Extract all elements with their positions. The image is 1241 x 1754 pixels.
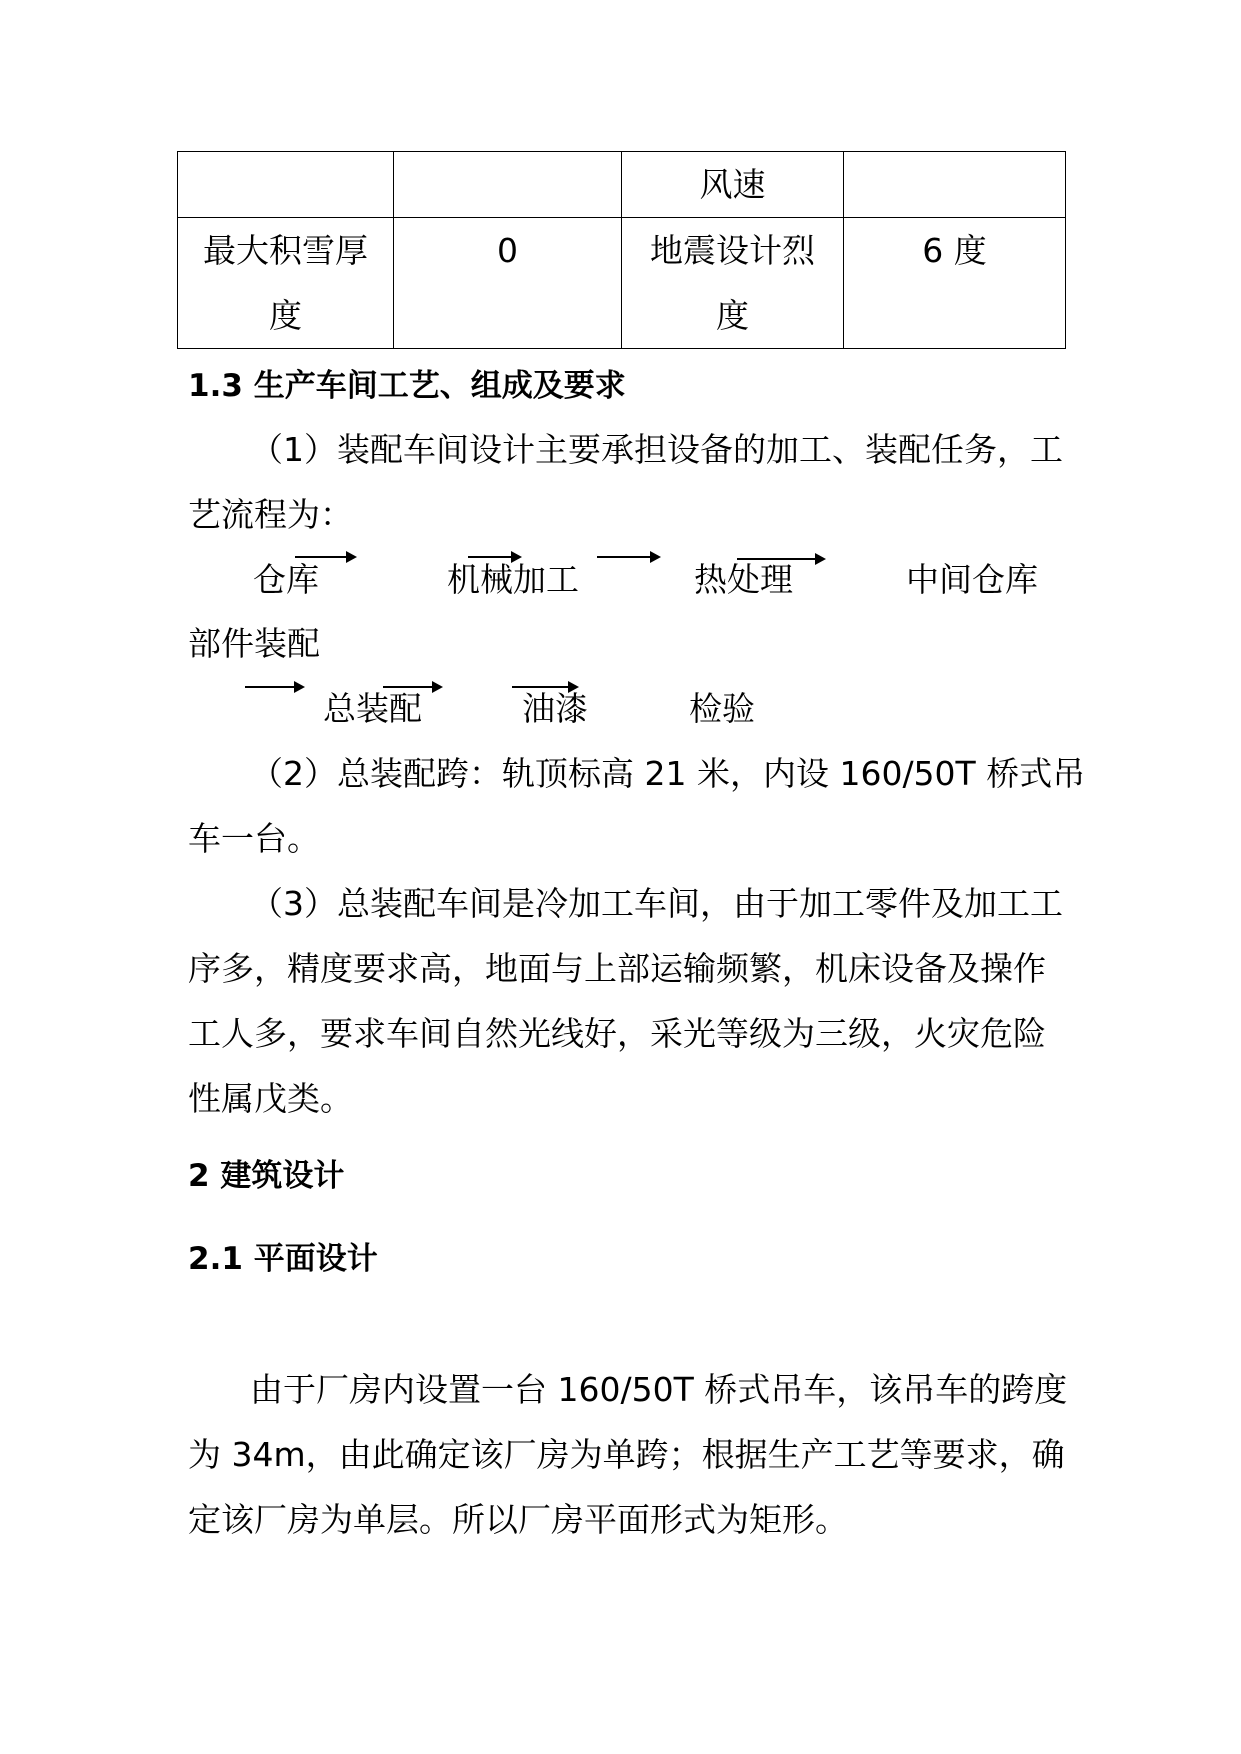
cell-text-line: 最大积雪厚 <box>203 231 368 270</box>
section-heading-1-3: 1.3 生产车间工艺、组成及要求 <box>188 368 626 404</box>
arrow-right-icon <box>383 686 441 688</box>
paragraph-line: 由于厂房内设置一台 160/50T 桥式吊车，该吊车的跨度 <box>250 1370 1068 1409</box>
table-cell <box>844 152 1066 218</box>
paragraph-line: 定该厂房为单层。所以厂房平面形式为矩形。 <box>188 1500 848 1539</box>
cell-text-line: 地震设计烈 <box>650 231 815 270</box>
flow-step-intermediate-warehouse: 中间仓库 <box>906 560 1038 599</box>
table-cell <box>394 152 622 218</box>
paragraph-line: 工人多，要求车间自然光线好，采光等级为三级，火灾危险 <box>188 1014 1046 1053</box>
table-row <box>178 152 1066 218</box>
arrow-right-icon <box>295 556 355 558</box>
table-cell-wind-speed-label: 风速 <box>622 152 844 218</box>
flow-step-heat-treatment: 热处理 <box>694 560 793 599</box>
paragraph-line: 性属戊类。 <box>188 1079 353 1118</box>
table-cell-max-snow-value: 0 <box>394 218 622 349</box>
paragraph-line: 为 34m，由此确定该厂房为单跨；根据生产工艺等要求，确 <box>188 1435 1065 1474</box>
arrow-right-icon <box>245 686 303 688</box>
arrow-right-icon <box>468 556 520 558</box>
flow-step-component-assembly: 部件装配 <box>188 624 320 663</box>
paragraph-line: 序多，精度要求高，地面与上部运输频繁，机床设备及操作 <box>188 949 1046 988</box>
arrow-right-icon <box>737 558 824 560</box>
arrow-right-icon <box>597 556 659 558</box>
site-parameters-table <box>177 151 1066 349</box>
section-heading-2: 2 建筑设计 <box>188 1158 345 1194</box>
table-cell <box>178 152 394 218</box>
arrow-right-icon <box>512 686 577 688</box>
paragraph-line: 艺流程为： <box>188 495 353 534</box>
table-cell-max-snow-label <box>178 218 394 349</box>
paragraph-line: 车一台。 <box>188 819 320 858</box>
paragraph-line: （1）装配车间设计主要承担设备的加工、装配任务，工 <box>250 430 1063 469</box>
flow-step-final-assembly: 总装配 <box>323 689 422 728</box>
flow-step-warehouse: 仓库 <box>253 560 319 599</box>
cell-text-line: 度 <box>716 296 749 335</box>
table-cell-seismic-label <box>622 218 844 349</box>
flow-step-machining: 机械加工 <box>447 560 579 599</box>
paragraph-line: （2）总装配跨：轨顶标高 21 米，内设 160/50T 桥式吊 <box>250 754 1086 793</box>
cell-text-line: 度 <box>269 296 302 335</box>
flow-step-inspection: 检验 <box>689 689 755 728</box>
flow-step-painting: 油漆 <box>522 689 588 728</box>
paragraph-line: （3）总装配车间是冷加工车间，由于加工零件及加工工 <box>250 884 1063 923</box>
table-cell-seismic-value: 6 度 <box>844 218 1066 349</box>
section-heading-2-1: 2.1 平面设计 <box>188 1241 378 1277</box>
table-row <box>178 218 1066 349</box>
